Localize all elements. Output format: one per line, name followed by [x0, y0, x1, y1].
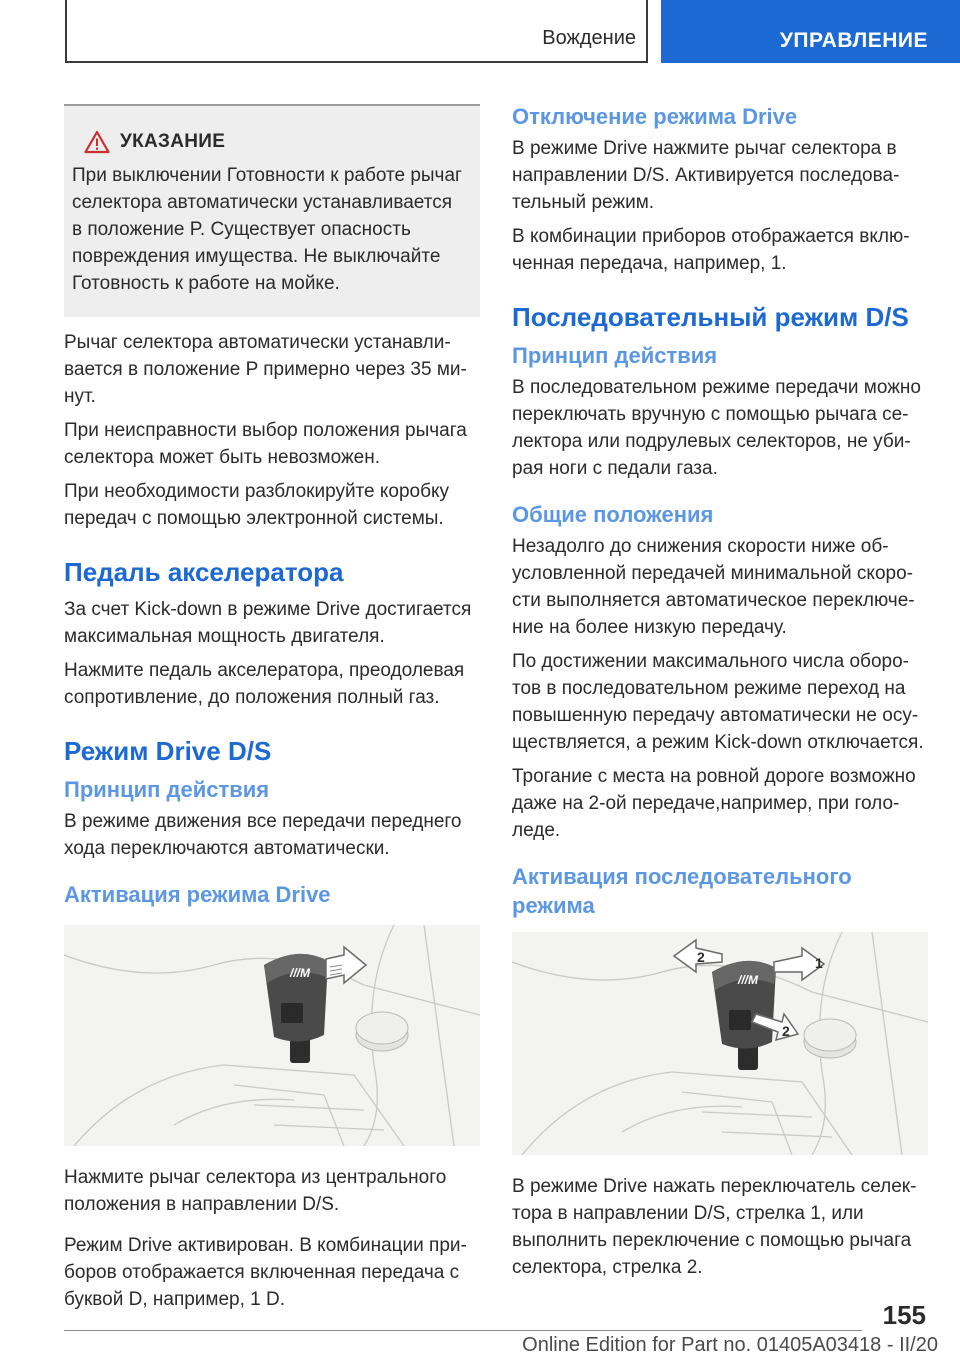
paragraph: В режиме движения все передачи переднего хода переключаются автоматически. — [64, 811, 462, 859]
svg-text:///M: ///M — [738, 973, 758, 987]
paragraph: В последовательном режиме передачи можно переключать вручную с помощью рычага селектора или подрулевых селекторов, не убирая ноги с педали газа. — [512, 377, 921, 479]
heading-drive-mode: Режим Drive D/S — [64, 736, 272, 766]
paragraph: При необходимости разблокируйте коробку передач с помощью электронной системы. — [64, 481, 450, 529]
subheading-principle: Принцип действия — [512, 343, 718, 368]
heading-sequential-mode: Последовательный режим D/S — [512, 302, 909, 332]
paragraph: Нажмите педаль акселератора, преодолевая сопротивление, до положения полный газ. — [64, 660, 465, 708]
gear-selector-sequential-illustration — [512, 932, 928, 1155]
figure-caption: Нажмите рычаг селектора из центрального положения в направлении D/S. — [64, 1167, 447, 1215]
figure-caption: В режиме Drive нажать переключатель селектора в направлении D/S, стрелка 1, или выполнить переключение с помощью рычага селектора, стрелка 2. — [512, 1176, 917, 1278]
paragraph: За счет Kick-down в режиме Drive достигается максимальная мощность двигателя. — [64, 599, 472, 647]
subheading-activation-drive: Активация режима Drive — [64, 882, 331, 907]
warning-title — [72, 130, 464, 154]
paragraph: Рычаг селектора автоматически устанавливается в положение P примерно через 35 минут. — [64, 332, 467, 407]
figure-label-arrow: 1 — [815, 955, 823, 971]
page-number: 155 — [882, 1300, 926, 1330]
footer-divider — [64, 1330, 862, 1331]
gear-selector-illustration — [64, 925, 480, 1146]
paragraph: Незадолго до снижения скорости ниже обусловленной передачей минимальной скорости выполняется автоматическое переключение на более низкую передачу. — [512, 536, 915, 638]
left-column — [64, 104, 480, 1320]
paragraph: Режим Drive активирован. В комбинации приборов отображается включенная передача с буквой D, например, 1 D. — [64, 1235, 467, 1310]
warning-box — [64, 104, 480, 317]
subheading-deactivate-drive: Отключение режима Drive — [512, 104, 798, 129]
paragraph: При неисправности выбор положения рычага селектора может быть невозможен. — [64, 420, 467, 468]
chapter-tab[interactable]: УПРАВЛЕНИЕ — [661, 0, 960, 63]
subheading-principle: Принцип действия — [64, 777, 270, 802]
heading-accelerator-pedal: Педаль акселератора — [64, 557, 344, 587]
figure-label-arrow: 2 — [697, 949, 705, 965]
figure-label-arrow: 2 — [782, 1023, 790, 1039]
paragraph: В режиме Drive нажмите рычаг селектора в направлении D/S. Активируется последовательный режим. — [512, 138, 900, 213]
paragraph: Трогание с места на ровной дороге возможно даже на 2-ой передаче,например, при гололеде. — [512, 766, 916, 841]
section-title: Вождение — [542, 27, 636, 49]
warning-label: УКАЗАНИЕ — [120, 131, 226, 152]
warning-text: При выключении Готовности к работе рычаг селектора автоматически устанавливается в положение P. Существует опасность повреждения имущества. Не выключайте Готовность к работе на мойке. — [72, 165, 462, 294]
footer-edition: Online Edition for Part no. 01405A03418 - II/20 — [522, 1334, 938, 1356]
subheading-activation-sequential: Активация последовательного режима — [512, 864, 852, 918]
subheading-general: Общие положения — [512, 502, 714, 527]
warning-triangle-icon — [84, 130, 110, 154]
paragraph: По достижении максимального числа оборотов в последовательном режиме переход на повышенную передачу автоматически не осуществляется, а режим Kick-down отключается. — [512, 651, 924, 753]
right-column — [512, 102, 928, 1288]
paragraph: В комбинации приборов отображается включенная передача, например, 1. — [512, 226, 910, 274]
svg-text:///M: ///M — [290, 966, 310, 980]
